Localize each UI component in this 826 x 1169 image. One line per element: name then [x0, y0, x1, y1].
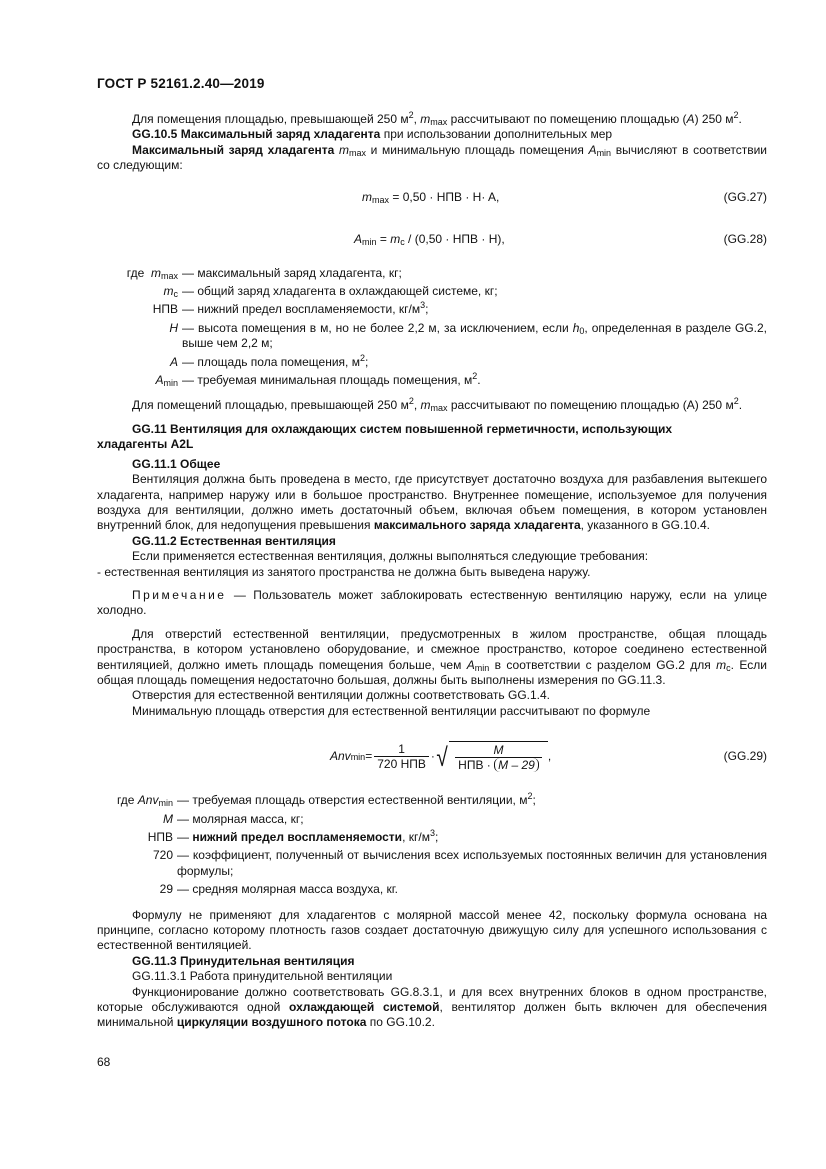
- paragraph-natural-requirements: Если применяется естественная вентиляция, должны выполняться следующие требования:: [132, 549, 649, 564]
- definition-item: где $m_{max}$ — максимальный заряд хладагента, кг;: [126, 265, 402, 281]
- equation-number: (GG.28): [723, 231, 767, 246]
- paragraph-area-note-2: Для помещений площадью, превышающей 250 $м^2$, $m_{max}$ рассчитывают по помещению площадью (А) 250 $м^2$.: [132, 396, 743, 414]
- equation-gg28: $A_{min} = m_с / (0,50$ · НПВ · H), (GG.28): [354, 231, 767, 247]
- definition-item: A — площадь пола помещения, $м^2$;: [169, 352, 369, 369]
- definition-item: НПВ — нижний предел воспламеняемости, $кг/м^3$;: [147, 828, 439, 844]
- paragraph-forced-ventilation: Функционирование должно соответствовать GG.8.3.1, и для всех внутренних блоков в одном пространстве, которые обслуживаются одной охлаждающей системой, вентилятор должен быть включен для обеспечения минимальной циркуляции воздушного потока по GG.10.2.: [97, 984, 767, 1030]
- definition-item: НПВ — нижний предел воспламеняемости, $кг/м^3$;: [152, 300, 429, 317]
- list-item-requirement: - естественная вентиляция из занятого пространства не должна быть выведена наружу.: [97, 564, 591, 579]
- paragraph-openings-compliance: Отверстия для естественной вентиляции должны соответствовать GG.1.4.: [132, 688, 551, 703]
- note-paragraph: Примечание — Пользователь может заблокировать естественную вентиляцию наружу, если на улице холодно.: [97, 587, 767, 618]
- paragraph-max-charge: Максимальный заряд хладагента $m_{max}$ и минимальную площадь помещения $A_{min}$ вычисляют в соответствии со следующим:: [97, 142, 767, 173]
- fraction-one-over: $\frac{1}{\text{720 НПВ}}$: [374, 742, 429, 772]
- definition-item: H — высота помещения в м, но не более 2,2 м, за исключением, если $h_0$, определенная в разделе GG.2, выше чем 2,2 м;: [169, 320, 768, 351]
- paragraph-formula-intro: Минимальную площадь отверстия для естественной вентиляции рассчитывают по формуле: [132, 703, 651, 718]
- section-gg-11-1-heading: GG.11.1 Общее: [132, 456, 221, 471]
- section-gg-11-3-1-heading: GG.11.3.1 Работа принудительной вентиляции: [132, 969, 393, 984]
- section-gg-10-5-heading: GG.10.5 Максимальный заряд хладагента при использовании дополнительных мер: [132, 127, 613, 142]
- document-body: [97, 112, 767, 1031]
- definition-item: 720 — коэффициент, полученный от вычисления всех используемых постоянных величин для установления формулы;: [152, 848, 767, 878]
- definitions-list-2: [97, 793, 767, 897]
- definition-item: $m_c$ — общий заряд хладагента в охлаждающей системе, кг;: [163, 284, 498, 300]
- page-number: 68: [97, 1055, 111, 1069]
- paragraph-formula-limitation: Формулу не применяют для хладагентов с молярной массой менее 42, поскольку формула основана на принципе, согласно которому плотность газов создает достаточную движущую силу для успешного использования с естественной вентиляцией.: [97, 907, 767, 953]
- square-root: √ $\frac{M}{\text{НПВ · M – 29}}$: [435, 741, 548, 773]
- definitions-list-1: [97, 266, 767, 389]
- paragraph-natural-openings: Для отверстий естественной вентиляции, предусмотренных в жилом пространстве, общая площадь пространства, в котором установлено оборудование, и смежное пространство, которое соединено естественной вентиляцией, должно иметь площадь помещения больше, чем $A_{min}$ в соответствии с разделом GG.2 для $m_с$. Если общая площадь помещения недостаточно большая, должны быть выполнены измерения по GG.11.3.: [97, 626, 767, 687]
- standard-header: ГОСТ Р 52161.2.40—2019: [97, 76, 265, 91]
- definition-item: 29 — средняя молярная масса воздуха, кг.: [159, 882, 399, 897]
- section-gg-11-3-heading: GG.11.3 Принудительная вентиляция: [132, 953, 355, 968]
- equation-gg27: $m_{max} = 0,50$ · НПВ · H· A, (GG.27): [362, 189, 767, 205]
- definition-item: M — молярная масса, кг;: [163, 811, 304, 826]
- section-gg-11-heading: GG.11 Вентиляция для охлаждающих систем повышенной герметичности, использующих хладагенты A2L: [97, 421, 673, 452]
- section-gg-11-2-heading: GG.11.2 Естественная вентиляция: [132, 533, 336, 548]
- definition-item: где Anv$_{min}$ — требуемая площадь отверстия естественной вентиляции, $м^2$;: [116, 791, 536, 809]
- equation-gg29: Anv min = $\frac{1}{\text{720 НПВ}}$ · √ $\frac{M}{\text{НПВ · M – 29}}$ , (GG.29): [330, 742, 767, 773]
- equation-number: (GG.27): [723, 189, 767, 204]
- definition-item: $A_{min}$ — требуемая минимальная площадь помещения, $м^2$.: [155, 371, 481, 389]
- equation-number: (GG.29): [723, 749, 767, 764]
- paragraph-ventilation-general: Вентиляция должна быть проведена в место, где присутствует достаточно воздуха для разбавления вытекшего хладагента, например наружу или в большое пространство. Внутреннее помещение, используемое для получения воздуха для вентиляции, должно иметь достаточный объем, включая объем помещения, в котором установлен внутренний блок, для недопущения превышения максимального заряда хладагента, указанного в GG.10.4.: [97, 472, 767, 533]
- paragraph-area-note: Для помещения площадью, превышающей 250 $м^2$, $m_{max}$ рассчитывают по помещению площадью (A) 250 $м^2$.: [132, 110, 742, 127]
